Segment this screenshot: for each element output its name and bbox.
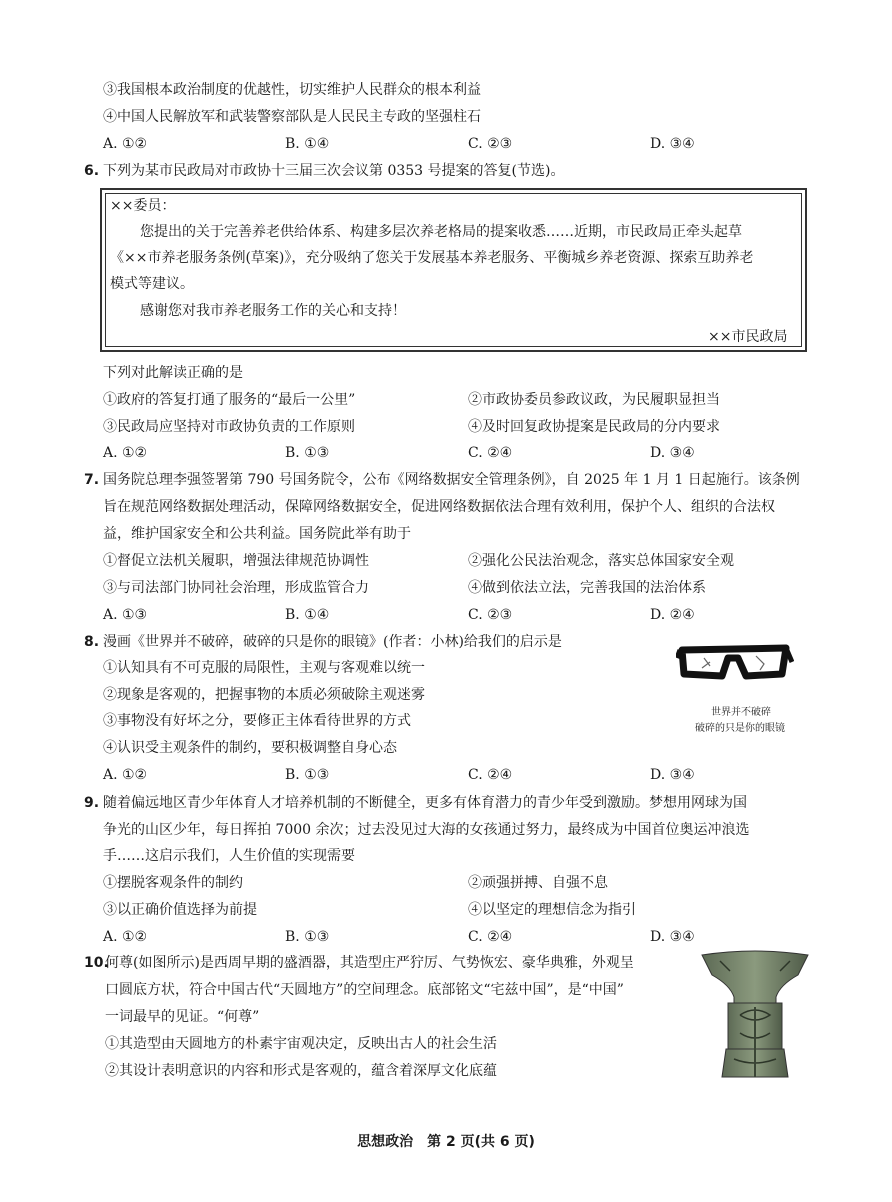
q10-stem-line-1: 何尊(如图所示)是西周早期的盛酒器，其造型庄严狞厉、气势恢宏、豪华典雅，外观呈 bbox=[105, 955, 634, 971]
q10-option-2: ②其设计表明意识的内容和形式是客观的，蕴含着深厚文化底蕴 bbox=[105, 1063, 497, 1079]
q9-stem-line-1: 随着偏远地区青少年体育人才培养机制的不断健全，更多有体育潜力的青少年受到激励。梦想用网球为国 bbox=[103, 795, 747, 811]
q6-letter-body-line-3: 模式等建议。 bbox=[110, 276, 194, 292]
q9-number: 9. bbox=[84, 795, 100, 811]
q9-choice-d: D. ③④ bbox=[650, 929, 695, 945]
q6-option-1: ①政府的答复打通了服务的“最后一公里” bbox=[103, 392, 356, 408]
q9-option-3: ③以正确价值选择为前提 bbox=[103, 902, 257, 918]
q5-choice-c: C. ②③ bbox=[468, 136, 513, 152]
broken-glasses-cartoon bbox=[676, 636, 794, 696]
q6-letter-thanks: 感谢您对我市养老服务工作的关心和支持！ bbox=[140, 303, 406, 319]
q6-letter-body-line-1: 您提出的关于完善养老供给体系、构建多层次养老格局的提案收悉……近期，市民政局正牵头起草 bbox=[140, 224, 742, 240]
q6-letter-box bbox=[100, 188, 807, 352]
q7-choice-a: A. ①③ bbox=[103, 607, 148, 623]
q9-option-1: ①摆脱客观条件的制约 bbox=[103, 875, 243, 891]
q7-number: 7. bbox=[84, 472, 100, 488]
q5-choice-a: A. ①② bbox=[103, 136, 148, 152]
q9-option-4: ④以坚定的理想信念为指引 bbox=[468, 902, 636, 918]
he-zun-bronze-vessel-image bbox=[700, 945, 810, 1085]
q6-option-3: ③民政局应坚持对市政协负责的工作原则 bbox=[103, 419, 355, 435]
q7-choice-b: B. ①④ bbox=[285, 607, 330, 623]
q5-option-4: ④中国人民解放军和武装警察部队是人民民主专政的坚强柱石 bbox=[103, 109, 481, 125]
q7-stem-line-2: 旨在规范网络数据处理活动，保障网络数据安全，促进网络数据依法合理有效利用，保护个人、组织的合法权 bbox=[103, 499, 775, 515]
q9-stem-line-3: 手……这启示我们，人生价值的实现需要 bbox=[103, 848, 355, 864]
q7-stem-line-3: 益，维护国家安全和公共利益。国务院此举有助于 bbox=[103, 526, 411, 542]
q8-option-1: ①认知具有不可克服的局限性，主观与客观难以统一 bbox=[103, 660, 425, 676]
q6-choice-b: B. ①③ bbox=[285, 445, 330, 461]
q6-letter-salutation: ××委员： bbox=[110, 198, 176, 214]
cartoon-caption-line-1: 世界并不破碎 bbox=[711, 707, 771, 718]
q6-number: 6. bbox=[84, 163, 100, 179]
q8-stem: 漫画《世界并不破碎，破碎的只是你的眼镜》(作者：小林)给我们的启示是 bbox=[103, 634, 562, 650]
q10-number: 10. bbox=[84, 955, 109, 971]
q7-stem-line-1: 国务院总理李强签署第 790 号国务院令，公布《网络数据安全管理条例》，自 2025 年 1 月 1 日起施行。该条例 bbox=[103, 472, 800, 488]
q7-option-4: ④做到依法立法，完善我国的法治体系 bbox=[468, 580, 706, 596]
q8-number: 8. bbox=[84, 634, 100, 650]
q8-option-3: ③事物没有好坏之分，要修正主体看待世界的方式 bbox=[103, 713, 411, 729]
q7-choice-d: D. ②④ bbox=[650, 607, 695, 623]
q9-choice-c: C. ②④ bbox=[468, 929, 513, 945]
q6-question: 下列对此解读正确的是 bbox=[103, 365, 243, 381]
q5-choice-d: D. ③④ bbox=[650, 136, 695, 152]
q8-choice-c: C. ②④ bbox=[468, 767, 513, 783]
page-footer: 思想政治 第 2 页(共 6 页) bbox=[357, 1134, 535, 1150]
q6-choice-d: D. ③④ bbox=[650, 445, 695, 461]
q9-choice-b: B. ①③ bbox=[285, 929, 330, 945]
q10-stem-line-3: 一词最早的见证。“何尊” bbox=[105, 1009, 260, 1025]
q6-stem: 下列为某市民政局对市政协十三届三次会议第 0353 号提案的答复(节选)。 bbox=[103, 163, 565, 179]
q5-option-3: ③我国根本政治制度的优越性，切实维护人民群众的根本利益 bbox=[103, 82, 481, 98]
q8-option-2: ②现象是客观的，把握事物的本质必须破除主观迷雾 bbox=[103, 687, 425, 703]
q9-choice-a: A. ①② bbox=[103, 929, 148, 945]
q9-option-2: ②顽强拼搏、自强不息 bbox=[468, 875, 608, 891]
q7-option-2: ②强化公民法治观念，落实总体国家安全观 bbox=[468, 553, 734, 569]
q7-option-1: ①督促立法机关履职，增强法律规范协调性 bbox=[103, 553, 369, 569]
q10-stem-line-2: 口圆底方状，符合中国古代“天圆地方”的空间理念。底部铭文“宅兹中国”，是“中国” bbox=[105, 982, 624, 998]
q6-option-2: ②市政协委员参政议政，为民履职显担当 bbox=[468, 392, 720, 408]
q7-choice-c: C. ②③ bbox=[468, 607, 513, 623]
q5-choice-b: B. ①④ bbox=[285, 136, 330, 152]
q9-stem-line-2: 争光的山区少年，每日挥拍 7000 余次；过去没见过大海的女孩通过努力，最终成为中国首位奥运冲浪选 bbox=[103, 822, 750, 838]
q6-choice-a: A. ①② bbox=[103, 445, 148, 461]
q6-choice-c: C. ②④ bbox=[468, 445, 513, 461]
q10-option-1: ①其造型由天圆地方的朴素宇宙观决定，反映出古人的社会生活 bbox=[105, 1036, 497, 1052]
q6-letter-body-line-2: 《××市养老服务条例(草案)》，充分吸纳了您关于发展基本养老服务、平衡城乡养老资源、探索互助养老 bbox=[110, 250, 754, 266]
q8-choice-d: D. ③④ bbox=[650, 767, 695, 783]
q7-option-3: ③与司法部门协同社会治理，形成监管合力 bbox=[103, 580, 369, 596]
q6-option-4: ④及时回复政协提案是民政局的分内要求 bbox=[468, 419, 720, 435]
q6-letter-signature: ××市民政局 bbox=[708, 329, 788, 345]
q8-choice-a: A. ①② bbox=[103, 767, 148, 783]
cartoon-caption-line-2: 破碎的只是你的眼镜 bbox=[695, 723, 785, 734]
q8-choice-b: B. ①③ bbox=[285, 767, 330, 783]
q8-option-4: ④认识受主观条件的制约，要积极调整自身心态 bbox=[103, 740, 397, 756]
